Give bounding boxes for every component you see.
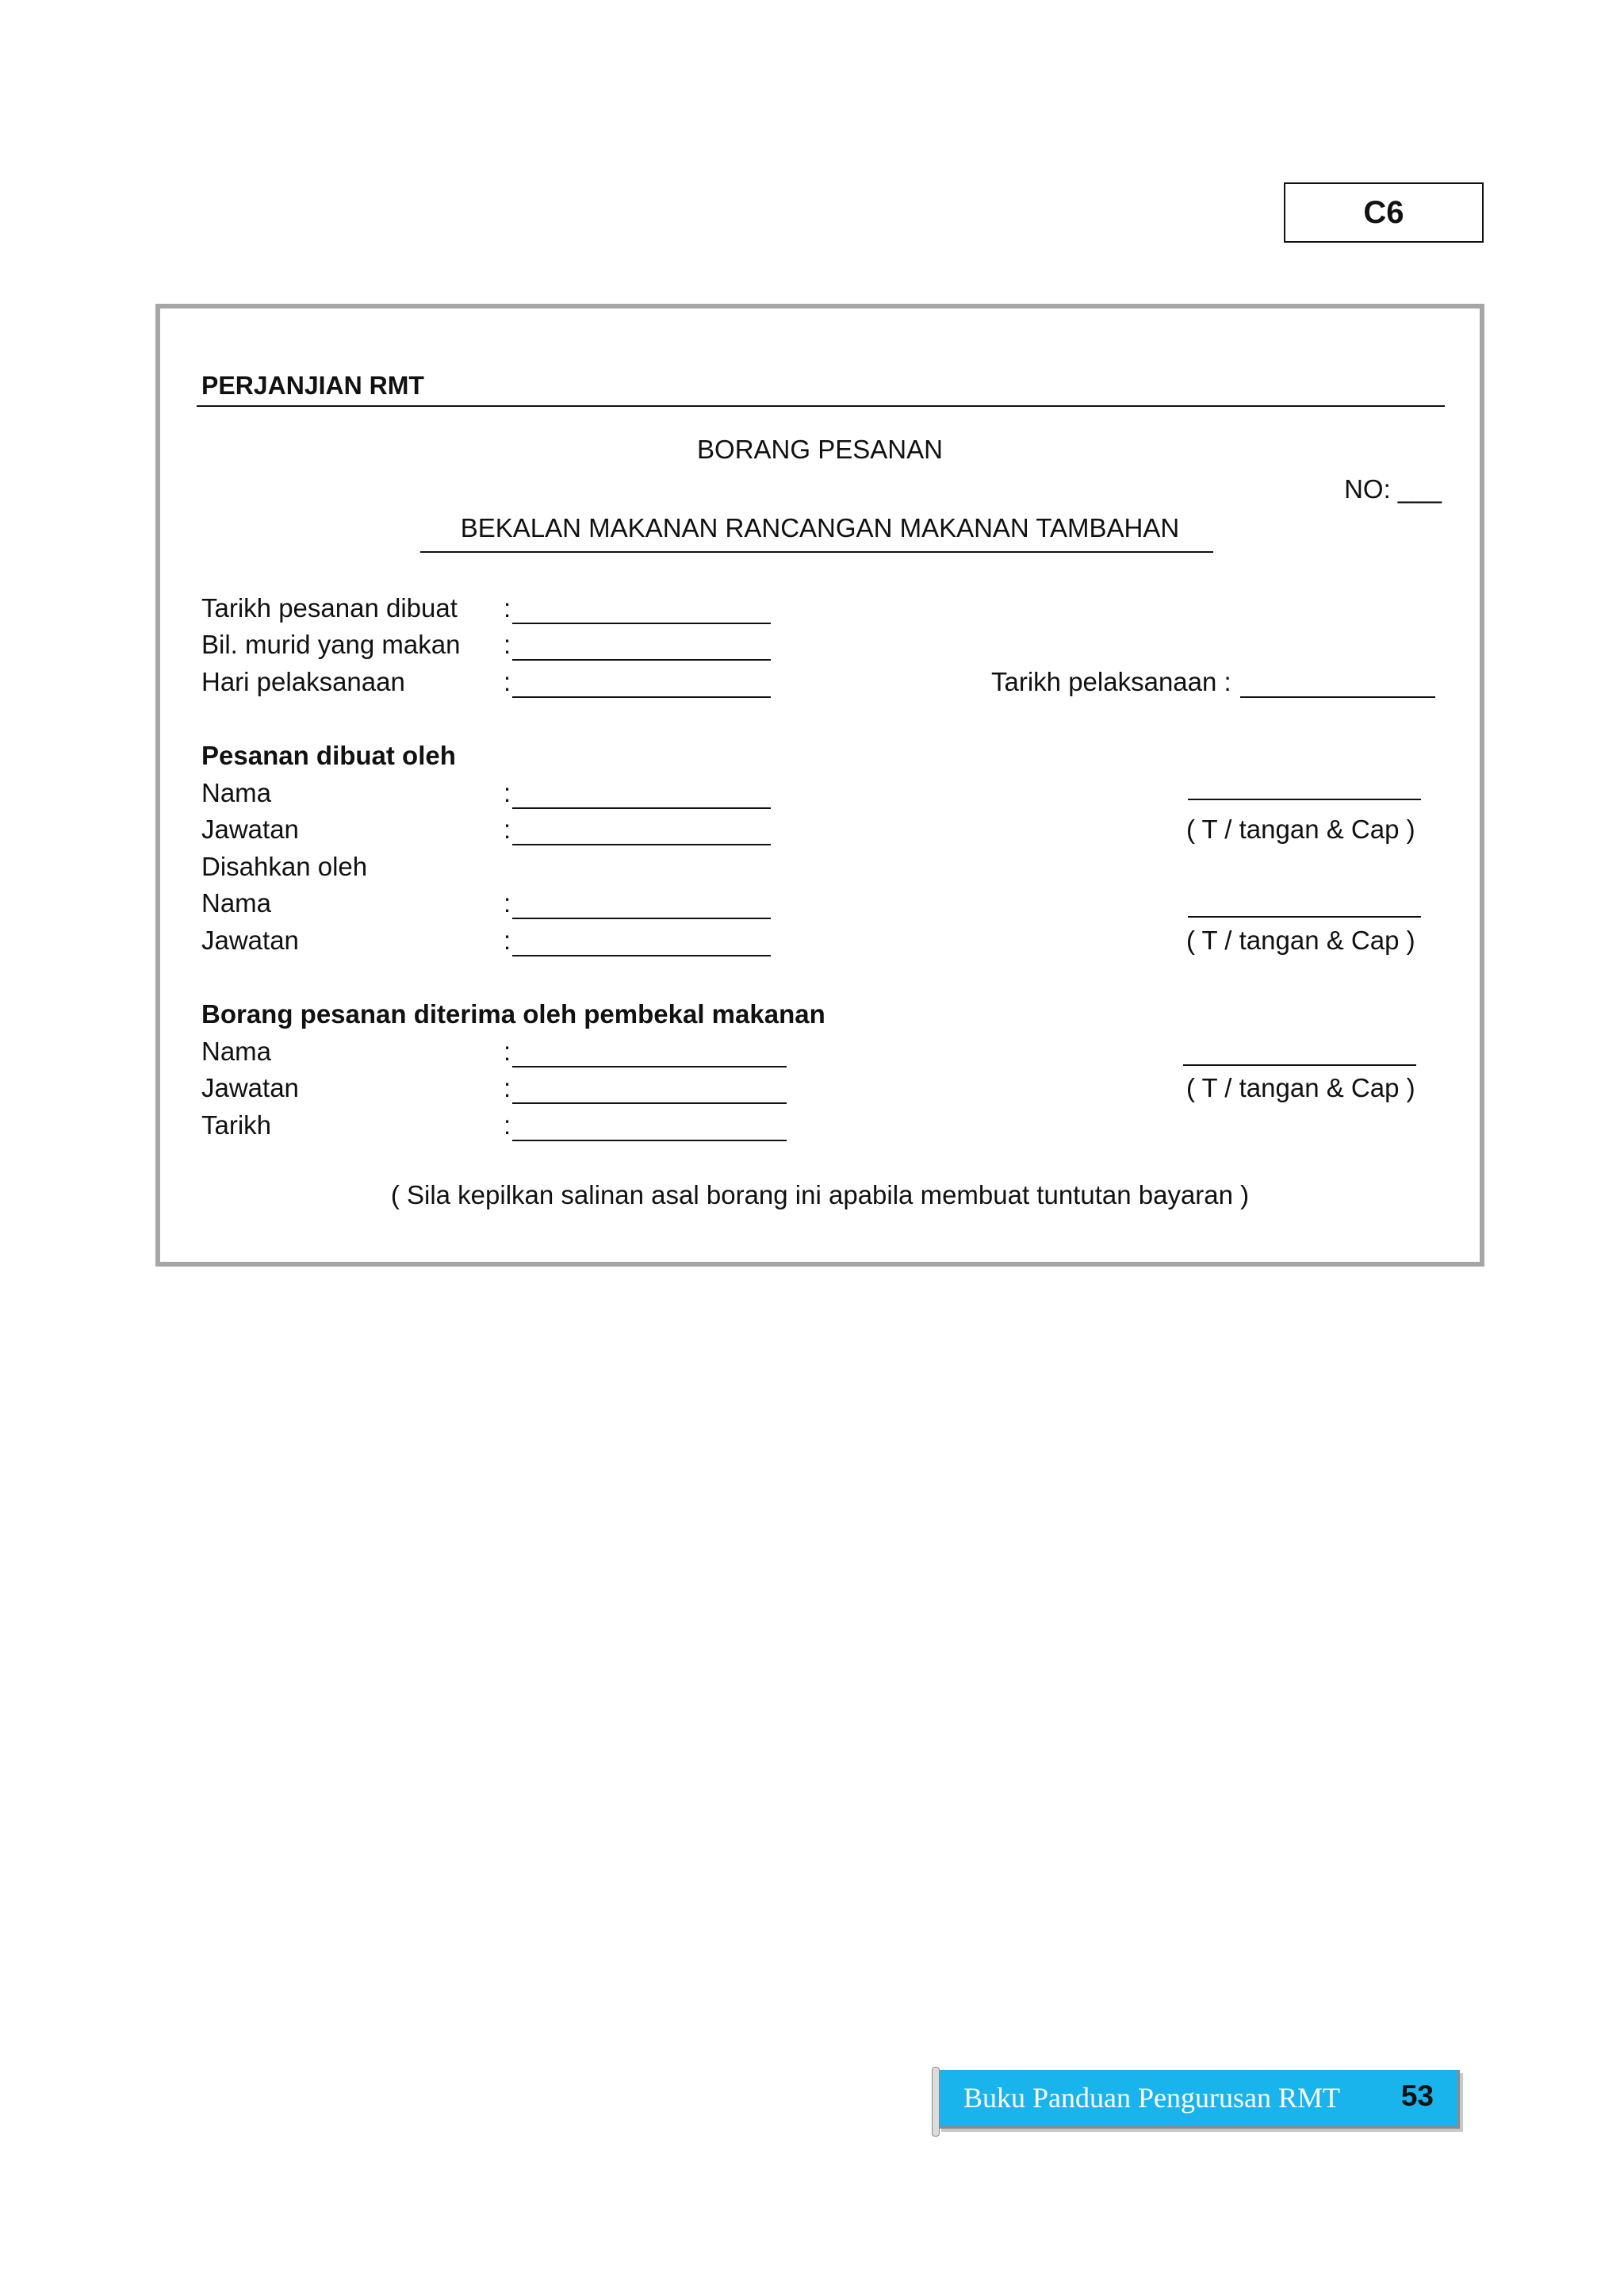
form-note: ( Sila kepilkan salinan asal borang ini apabila membuat tuntutan bayaran ) — [390, 1180, 1250, 1209]
colon: : — [504, 630, 511, 659]
implementation-date-label: Tarikh pelaksanaan : — [991, 667, 1231, 696]
colon: : — [504, 888, 511, 918]
form-number: NO: ___ — [1344, 474, 1442, 504]
colon: : — [504, 1110, 511, 1140]
received-by-position-label: Jawatan — [201, 1073, 299, 1102]
received-by-name-label: Nama — [201, 1037, 272, 1066]
subtitle-rule — [420, 551, 1213, 553]
order-date-input[interactable] — [512, 623, 771, 624]
form-code: C6 — [1363, 194, 1404, 230]
colon: : — [504, 1073, 511, 1102]
ordered-by-position-label: Jawatan — [201, 815, 299, 844]
approved-by-name-label: Nama — [201, 888, 272, 918]
received-by-date-input[interactable] — [512, 1140, 787, 1141]
ordered-by-signature-line[interactable] — [1188, 799, 1421, 800]
form-code-box — [1284, 182, 1484, 243]
footer-banner — [938, 2070, 1460, 2129]
received-by-signature-label: ( T / tangan & Cap ) — [1186, 1073, 1415, 1102]
colon: : — [504, 778, 511, 807]
header-rule — [197, 405, 1445, 407]
form-subtitle: BEKALAN MAKANAN RANCANGAN MAKANAN TAMBAHAN — [460, 513, 1180, 542]
approved-by-position-label: Jawatan — [201, 926, 299, 955]
ordered-by-position-input[interactable] — [512, 844, 771, 845]
received-by-name-input[interactable] — [512, 1066, 787, 1068]
implementation-date-input[interactable] — [1240, 696, 1435, 698]
received-by-position-input[interactable] — [512, 1102, 787, 1104]
colon: : — [504, 593, 511, 623]
ordered-by-name-input[interactable] — [512, 807, 771, 809]
form-title: BORANG PESANAN — [697, 435, 943, 464]
approved-by-heading: Disahkan oleh — [201, 852, 368, 881]
students-count-input[interactable] — [512, 659, 771, 661]
students-count-label: Bil. murid yang makan — [201, 630, 461, 659]
received-by-heading: Borang pesanan diterima oleh pembekal makanan — [201, 999, 825, 1029]
received-by-date-label: Tarikh — [201, 1110, 272, 1140]
colon: : — [504, 815, 511, 844]
page-number: 53 — [1400, 2079, 1434, 2112]
approved-by-signature-line[interactable] — [1188, 916, 1421, 918]
ordered-by-name-label: Nama — [201, 778, 272, 807]
implementation-day-label: Hari pelaksanaan — [201, 667, 405, 696]
order-form — [155, 304, 1484, 1267]
received-by-signature-line[interactable] — [1183, 1064, 1416, 1066]
ordered-by-signature-label: ( T / tangan & Cap ) — [1186, 815, 1415, 844]
colon: : — [504, 926, 511, 955]
colon: : — [504, 1037, 511, 1066]
approved-by-name-input[interactable] — [512, 918, 771, 919]
approved-by-position-input[interactable] — [512, 955, 771, 956]
approved-by-signature-label: ( T / tangan & Cap ) — [1186, 926, 1415, 955]
footer-title: Buku Panduan Pengurusan RMT — [963, 2082, 1340, 2114]
order-date-label: Tarikh pesanan dibuat — [201, 593, 458, 623]
implementation-day-input[interactable] — [512, 696, 771, 698]
ordered-by-heading: Pesanan dibuat oleh — [201, 741, 456, 770]
section-header: PERJANJIAN RMT — [201, 371, 424, 400]
colon: : — [504, 667, 511, 696]
